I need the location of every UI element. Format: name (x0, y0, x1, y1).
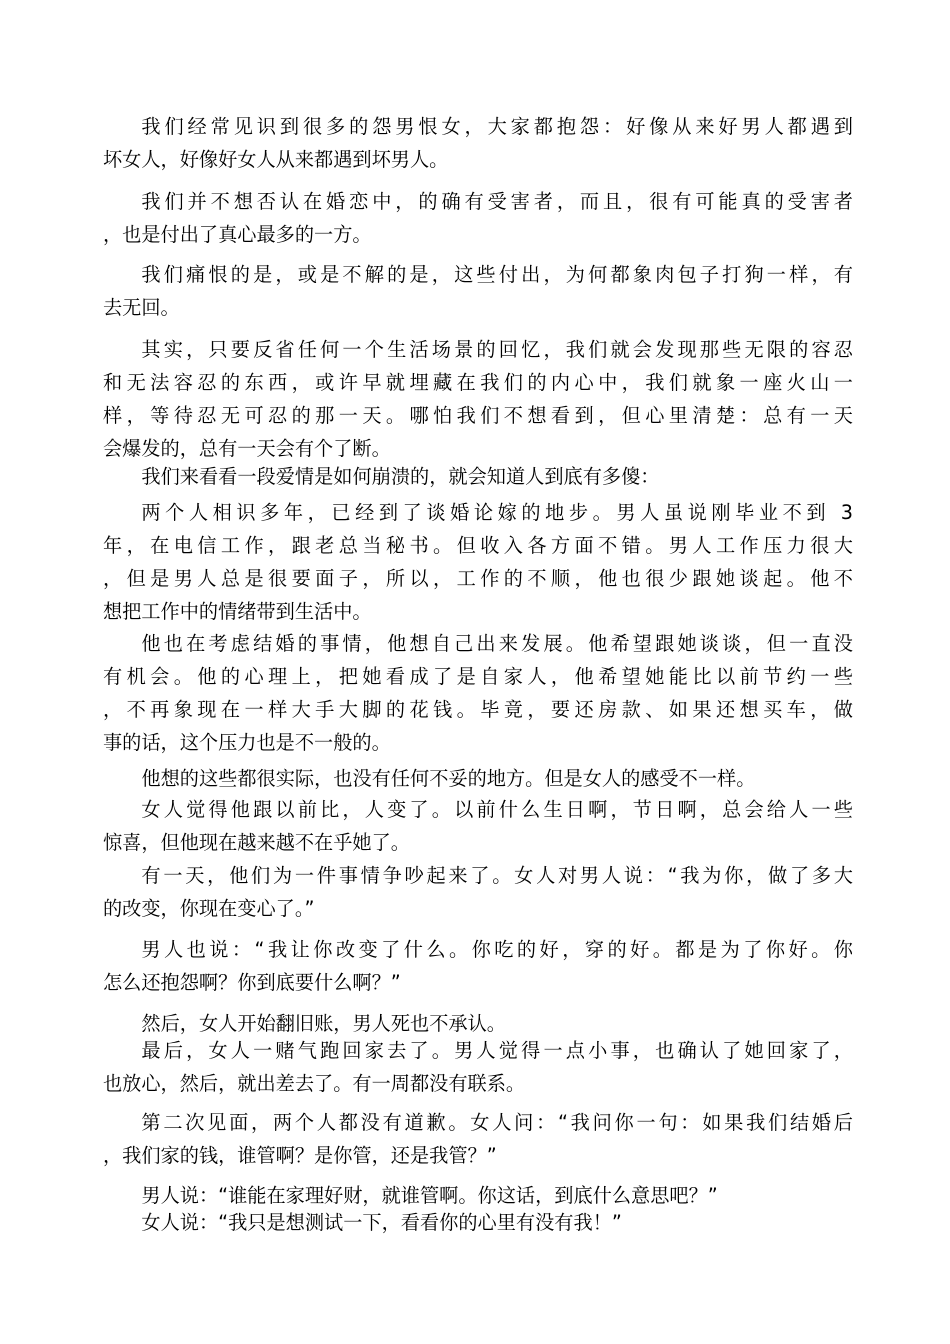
paragraph-14-line-2: ，我们家的钱，谁管啊？是你管，还是我管？” (103, 1144, 497, 1167)
paragraph-2-line-1: 我们并不想否认在婚恋中，的确有受害者，而且，很有可能真的受害者 (141, 190, 853, 213)
paragraph-1 (103, 110, 853, 176)
paragraph-7-line-3: ，不再象现在一样大手大脚的花钱。毕竟，要还房款、如果还想买车，做 (103, 698, 853, 721)
paragraph-7-line-4: 事的话，这个压力也是不一般的。 (103, 731, 391, 754)
paragraph-16 (103, 1206, 853, 1239)
paragraph-1-line-1: 我们经常见识到很多的怨男恨女，大家都抱怨：好像从来好男人都遇到 (141, 115, 853, 138)
paragraph-11-line-1: 男人也说：“我让你改变了什么。你吃的好，穿的好。都是为了你好。你 (141, 938, 853, 961)
paragraph-13-line-2: 也放心，然后，就出差去了。有一周都没有联系。 (103, 1072, 526, 1095)
paragraph-2 (103, 185, 853, 251)
paragraph-6-line-3: ，但是男人总是很要面子，所以，工作的不顺，他也很少跟她谈起。他不 (103, 567, 853, 590)
paragraph-4-line-4: 会爆发的，总有一天会有个了断。 (103, 437, 391, 460)
paragraph-9 (103, 793, 853, 859)
paragraph-3-line-2: 去无回。 (103, 296, 180, 319)
paragraph-3 (103, 258, 853, 324)
paragraph-10-line-2: 的改变，你现在变心了。” (103, 897, 315, 920)
paragraph-7 (103, 627, 853, 759)
paragraph-13 (103, 1034, 853, 1100)
paragraph-5 (103, 460, 853, 493)
paragraph-12-line-1: 然后，女人开始翻旧账，男人死也不承认。 (141, 1012, 506, 1035)
paragraph-4 (103, 333, 853, 465)
paragraph-1-line-2: 坏女人，好像好女人从来都遇到坏男人。 (103, 148, 449, 171)
paragraph-10 (103, 859, 853, 925)
paragraph-14-line-1: 第二次见面，两个人都没有道歉。女人问：“我问你一句：如果我们结婚后 (141, 1111, 853, 1134)
paragraph-4-line-3: 样，等待忍无可忍的那一天。哪怕我们不想看到，但心里清楚：总有一天 (103, 404, 853, 427)
paragraph-6-line-2: 年，在电信工作，跟老总当秘书。但收入各方面不错。男人工作压力很大 (103, 534, 853, 557)
paragraph-13-line-1: 最后，女人一赌气跑回家去了。男人觉得一点小事，也确认了她回家了， (141, 1039, 853, 1062)
paragraph-5-line-1: 我们来看看一段爱情是如何崩溃的，就会知道人到底有多傻： (141, 465, 660, 488)
paragraph-10-line-1: 有一天，他们为一件事情争吵起来了。女人对男人说：“我为你，做了多大 (141, 864, 853, 887)
paragraph-6-line-4: 想把工作中的情绪带到生活中。 (103, 600, 372, 623)
paragraph-2-line-2: ，也是付出了真心最多的一方。 (103, 223, 372, 246)
paragraph-8 (103, 762, 853, 795)
paragraph-11-line-2: 怎么还抱怨啊？你到底要什么啊？” (103, 971, 401, 994)
paragraph-16-line-1: 女人说：“我只是想测试一下，看看你的心里有没有我！” (141, 1211, 622, 1234)
paragraph-9-line-2: 惊喜，但他现在越来越不在乎她了。 (103, 831, 410, 854)
paragraph-14 (103, 1106, 853, 1172)
paragraph-4-line-1: 其实，只要反省任何一个生活场景的回忆，我们就会发现那些无限的容忍 (141, 338, 853, 361)
paragraph-8-line-1: 他想的这些都很实际，也没有任何不妥的地方。但是女人的感受不一样。 (141, 767, 756, 790)
paragraph-4-line-2: 和无法容忍的东西，或许早就埋藏在我们的内心中，我们就象一座火山一 (103, 371, 853, 394)
paragraph-15-line-1: 男人说：“谁能在家理好财，就谁管啊。你这话，到底什么意思吧？” (141, 1184, 718, 1207)
paragraph-6-line-1: 两个人相识多年，已经到了谈婚论嫁的地步。男人虽说刚毕业不到 3 (141, 501, 853, 524)
paragraph-7-line-1: 他也在考虑结婚的事情，他想自己出来发展。他希望跟她谈谈，但一直没 (141, 632, 853, 655)
paragraph-7-line-2: 有机会。他的心理上，把她看成了是自家人，他希望她能比以前节约一些 (103, 665, 853, 688)
paragraph-3-line-1: 我们痛恨的是，或是不解的是，这些付出，为何都象肉包子打狗一样，有 (141, 263, 853, 286)
paragraph-6 (103, 496, 853, 628)
paragraph-11 (103, 933, 853, 999)
paragraph-9-line-1: 女人觉得他跟以前比，人变了。以前什么生日啊，节日啊，总会给人一些 (141, 798, 853, 821)
